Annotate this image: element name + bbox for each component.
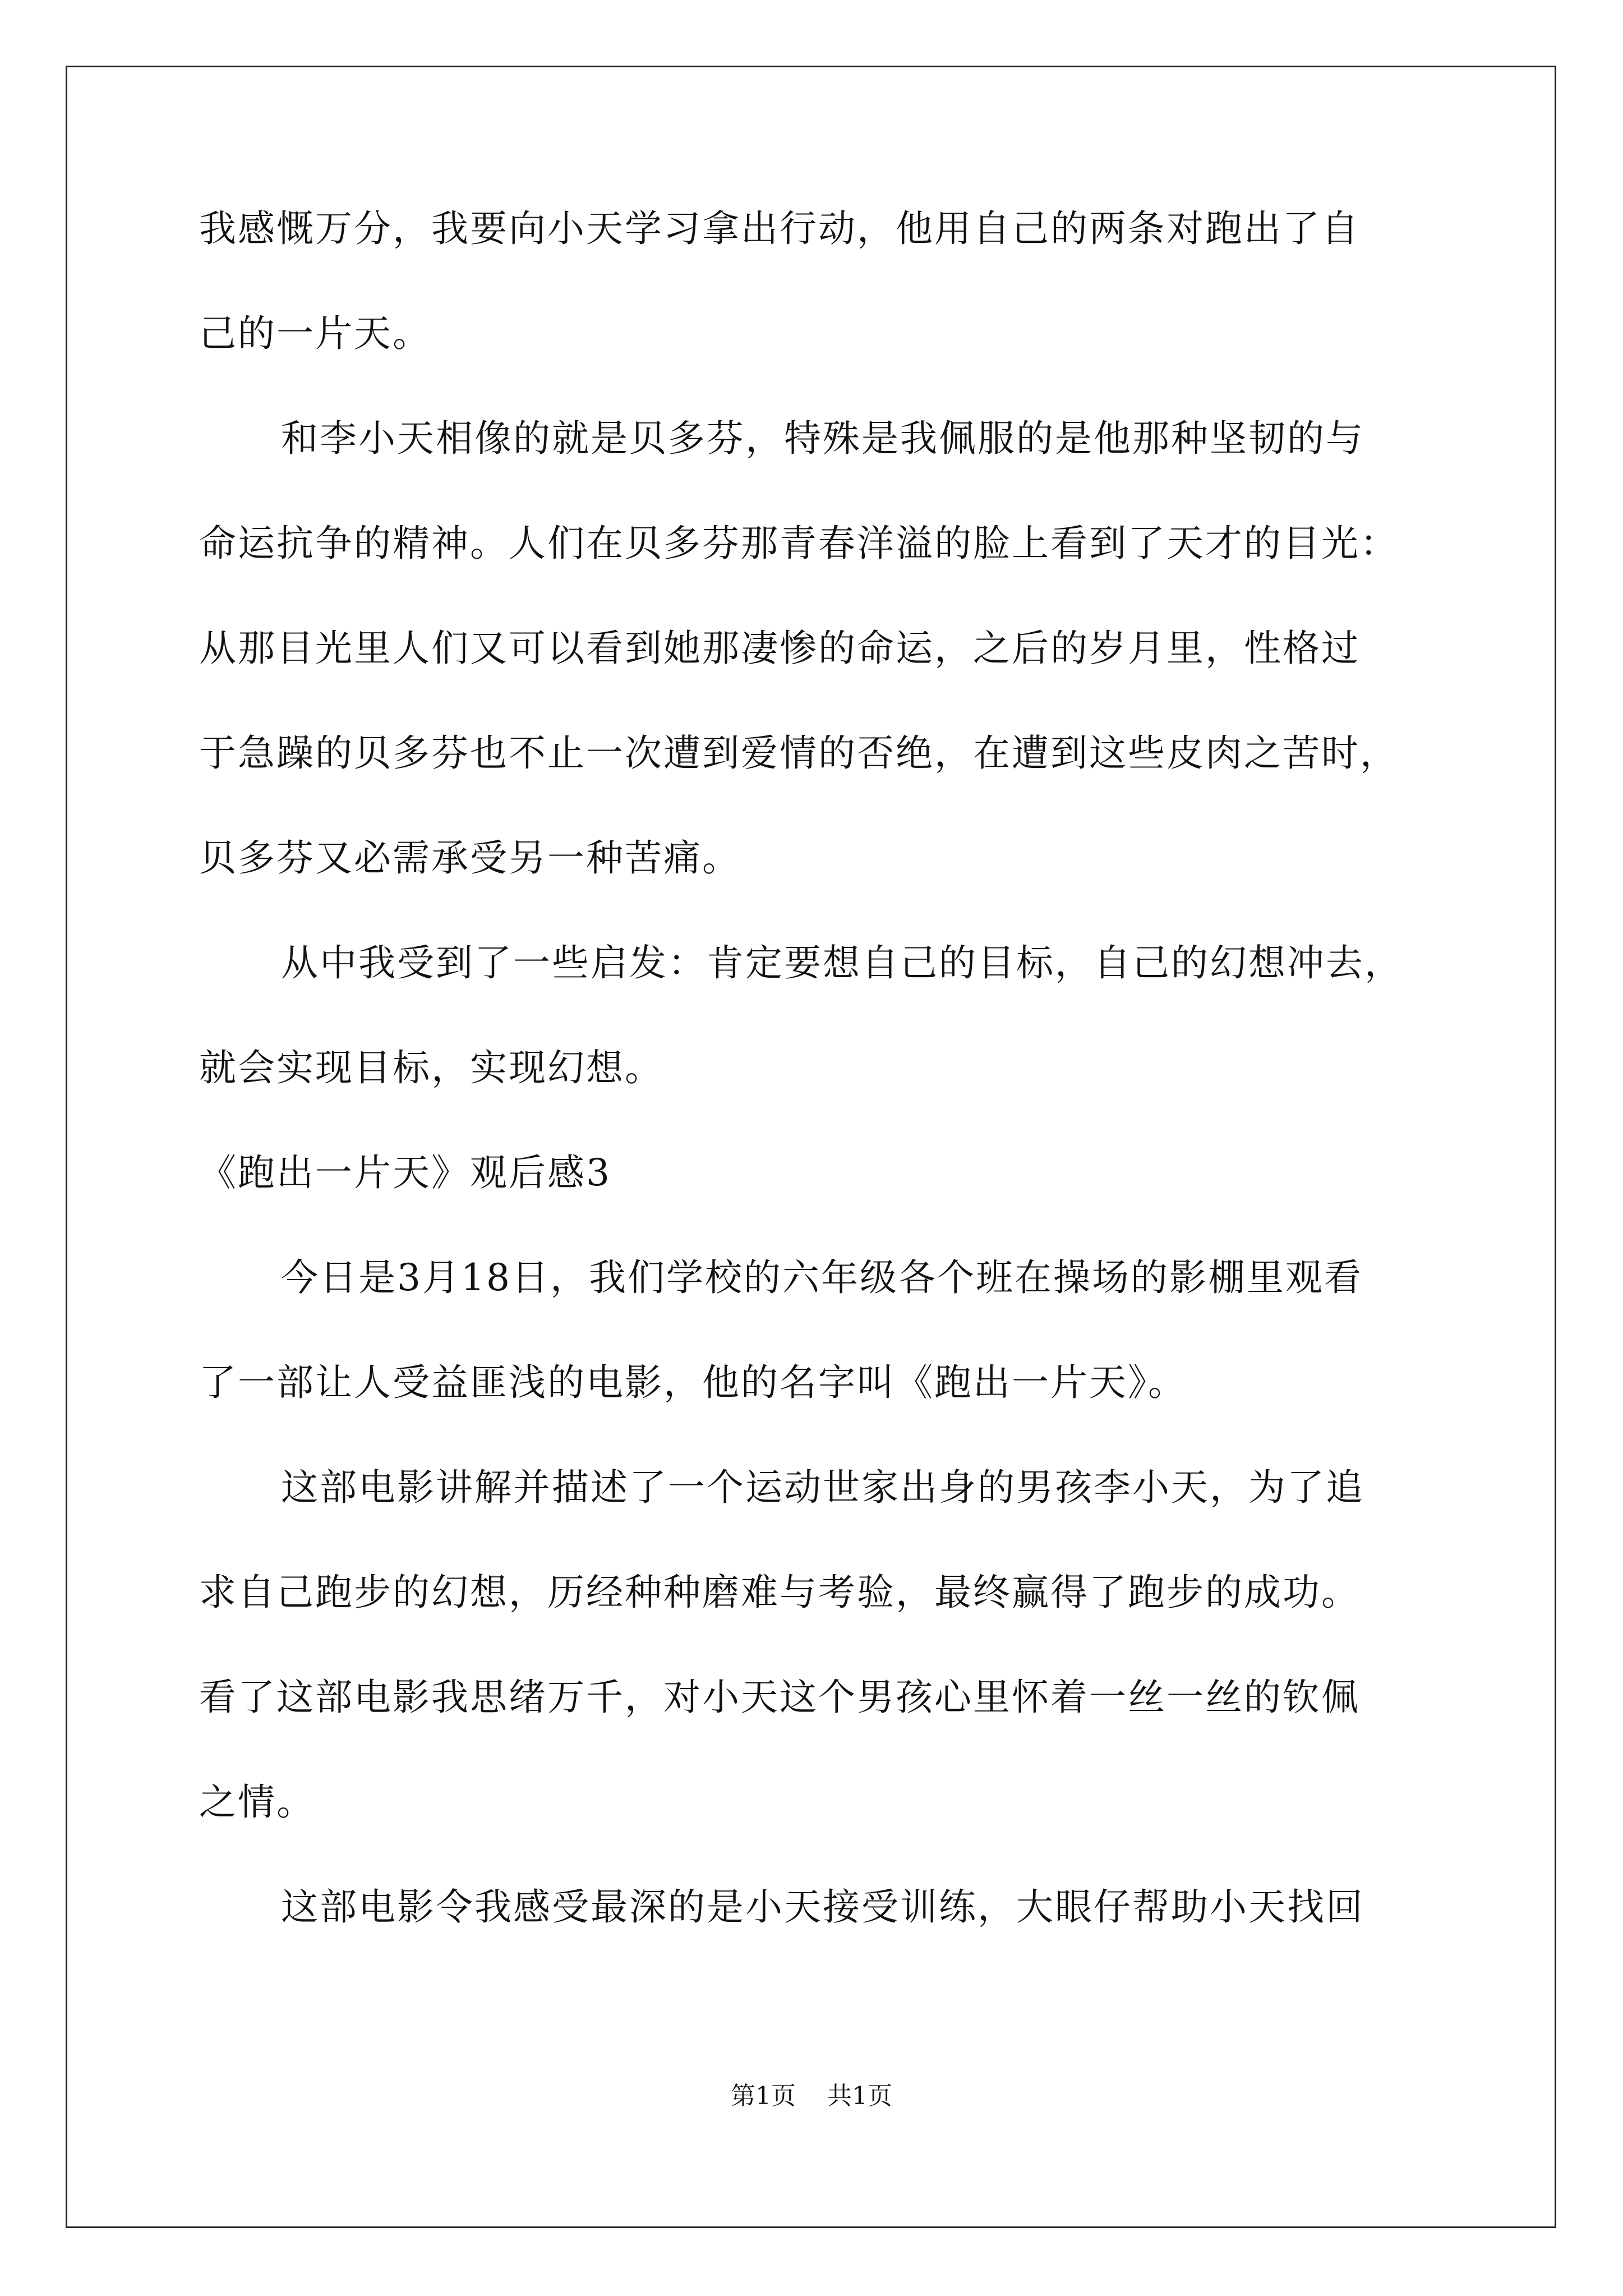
text-line: 贝多芬又必需承受另一种苦痛。 — [199, 836, 741, 880]
text-line: 求自己跑步的幻想，历经种种磨难与考验，最终赢得了跑步的成功。 — [199, 1571, 1360, 1614]
text-line: 我感慨万分，我要向小天学习拿出行动，他用自己的两条对跑出了自 — [199, 207, 1360, 250]
text-line: 之情。 — [199, 1780, 315, 1824]
paragraph-start-line: 和李小天相像的就是贝多芬，特殊是我佩服的是他那种坚韧的与 — [281, 417, 1364, 460]
text-line: 己的一片天。 — [199, 312, 431, 355]
paragraph-start-line: 这部电影令我感受最深的是小天接受训练，大眼仔帮助小天找回 — [281, 1885, 1364, 1929]
page-number-footer: 第1页 共1页 — [731, 2082, 892, 2110]
text-line: 看了这部电影我思绪万千，对小天这个男孩心里怀着一丝一丝的钦佩 — [199, 1676, 1360, 1719]
text-line: 就会实现目标，实现幻想。 — [199, 1046, 663, 1089]
paragraph-start-line: 今日是3月18日，我们学校的六年级各个班在操场的影棚里观看 — [281, 1256, 1363, 1299]
text-line: 命运抗争的精神。人们在贝多芬那青春洋溢的脸上看到了天才的目光： — [199, 522, 1399, 565]
paragraph-start-line: 从中我受到了一些启发：肯定要想自己的目标，自己的幻想冲去， — [281, 941, 1403, 984]
document-body — [199, 207, 1427, 1929]
text-line: 从那目光里人们又可以看到她那凄惨的命运，之后的岁月里，性格过 — [199, 627, 1360, 670]
paragraph-start-line: 这部电影讲解并描述了一个运动世家出身的男孩李小天，为了追 — [281, 1466, 1364, 1509]
section-heading: 《跑出一片天》观后感3 — [199, 1151, 611, 1194]
text-line: 于急躁的贝多芬也不止一次遭到爱情的否绝，在遭到这些皮肉之苦时， — [199, 731, 1399, 775]
text-line: 了一部让人受益匪浅的电影，他的名字叫《跑出一片天》。 — [199, 1361, 1187, 1404]
